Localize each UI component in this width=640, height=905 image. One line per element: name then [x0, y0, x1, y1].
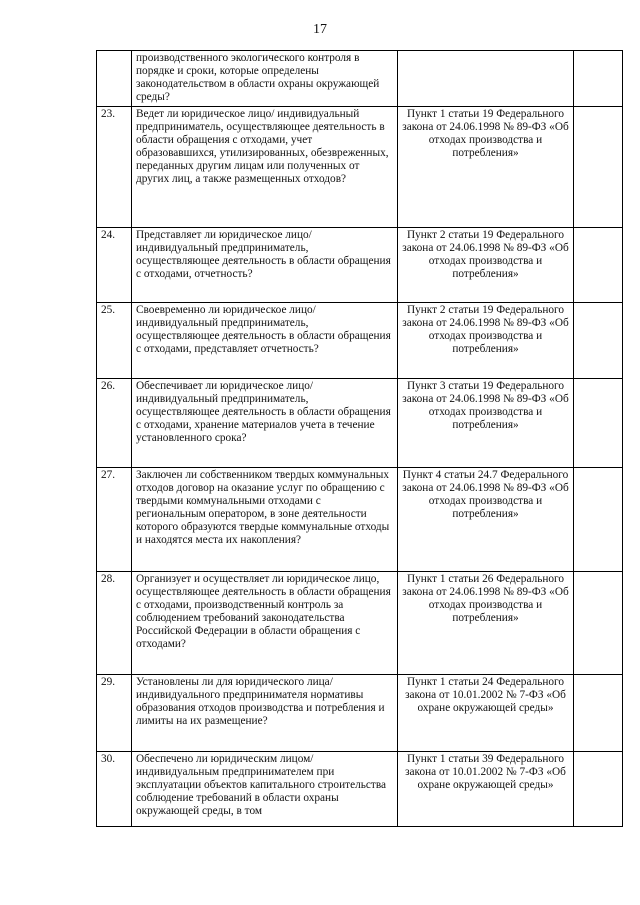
answer-cell [574, 675, 623, 752]
table-row [97, 468, 623, 572]
table-row [97, 107, 623, 228]
requirement-question: Установлены ли для юридического лица/ индивидуального предпринимателя нормативы образования отходов производства и потребления и лимиты на их размещение? [132, 675, 398, 752]
requirement-question: производственного экологического контроля в порядке и сроки, которые определены законодательством в области охраны окружающей среды? [132, 51, 398, 107]
requirement-question: Организует и осуществляет ли юридическое лицо, осуществляющее деятельность в области обращения с отходами, производственный контроль за соблюдением требований законодательства Российской Федерации в области обращения с отходами? [132, 572, 398, 675]
row-number: 25. [97, 303, 132, 379]
answer-cell [574, 468, 623, 572]
answer-cell [574, 228, 623, 303]
requirement-question: Заключен ли собственником твердых коммунальных отходов договор на оказание услуг по обращению с твердыми коммунальными отходами с региональным оператором, в зоне деятельности которого образуются твердые коммунальные отходы и находятся места их накопления? [132, 468, 398, 572]
requirement-question: Своевременно ли юридическое лицо/ индивидуальный предприниматель, осуществляющее деятельность в области обращения с отходами, представляет отчетность? [132, 303, 398, 379]
row-number: 29. [97, 675, 132, 752]
table-row [97, 572, 623, 675]
checklist-body [97, 51, 623, 827]
row-number: 23. [97, 107, 132, 228]
checklist-table [96, 50, 623, 827]
requirement-question: Ведет ли юридическое лицо/ индивидуальный предприниматель, осуществляющее деятельность в области обращения с отходами, учет образовавшихся, утилизированных, обезвреженных, переданных другим лицам или полученных от других лиц, а также размещенных отходов? [132, 107, 398, 228]
legal-reference: Пункт 1 статьи 39 Федерального закона от 10.01.2002 № 7-ФЗ «Об охране окружающей среды» [398, 752, 574, 827]
table-row [97, 228, 623, 303]
row-number [97, 51, 132, 107]
row-number: 24. [97, 228, 132, 303]
requirement-question: Обеспечено ли юридическим лицом/индивидуальным предпринимателем при эксплуатации объектов капитального строительства соблюдение требований в области охраны окружающей среды, в том [132, 752, 398, 827]
table-row [97, 51, 623, 107]
table-row [97, 303, 623, 379]
table-row [97, 752, 623, 827]
legal-reference: Пункт 1 статьи 24 Федерального закона от 10.01.2002 № 7-ФЗ «Об охране окружающей среды» [398, 675, 574, 752]
legal-reference: Пункт 4 статьи 24.7 Федерального закона от 24.06.1998 № 89-ФЗ «Об отходах производства и потребления» [398, 468, 574, 572]
legal-reference: Пункт 1 статьи 26 Федерального закона от 24.06.1998 № 89-ФЗ «Об отходах производства и потребления» [398, 572, 574, 675]
legal-reference: Пункт 2 статьи 19 Федерального закона от 24.06.1998 № 89-ФЗ «Об отходах производства и потребления» [398, 303, 574, 379]
answer-cell [574, 572, 623, 675]
answer-cell [574, 303, 623, 379]
row-number: 27. [97, 468, 132, 572]
page-number: 17 [313, 22, 327, 37]
legal-reference: Пункт 2 статьи 19 Федерального закона от 24.06.1998 № 89-ФЗ «Об отходах производства и потребления» [398, 228, 574, 303]
legal-reference: Пункт 3 статьи 19 Федерального закона от 24.06.1998 № 89-ФЗ «Об отходах производства и потребления» [398, 379, 574, 468]
row-number: 30. [97, 752, 132, 827]
requirement-question: Обеспечивает ли юридическое лицо/ индивидуальный предприниматель, осуществляющее деятельность в области обращения с отходами, хранение материалов учета в течение установленного срока? [132, 379, 398, 468]
legal-reference [398, 51, 574, 107]
requirement-question: Представляет ли юридическое лицо/ индивидуальный предприниматель, осуществляющее деятельность в области обращения с отходами, отчетность? [132, 228, 398, 303]
answer-cell [574, 107, 623, 228]
table-row [97, 675, 623, 752]
row-number: 26. [97, 379, 132, 468]
legal-reference: Пункт 1 статьи 19 Федерального закона от 24.06.1998 № 89-ФЗ «Об отходах производства и потребления» [398, 107, 574, 228]
answer-cell [574, 752, 623, 827]
answer-cell [574, 51, 623, 107]
row-number: 28. [97, 572, 132, 675]
table-row [97, 379, 623, 468]
answer-cell [574, 379, 623, 468]
